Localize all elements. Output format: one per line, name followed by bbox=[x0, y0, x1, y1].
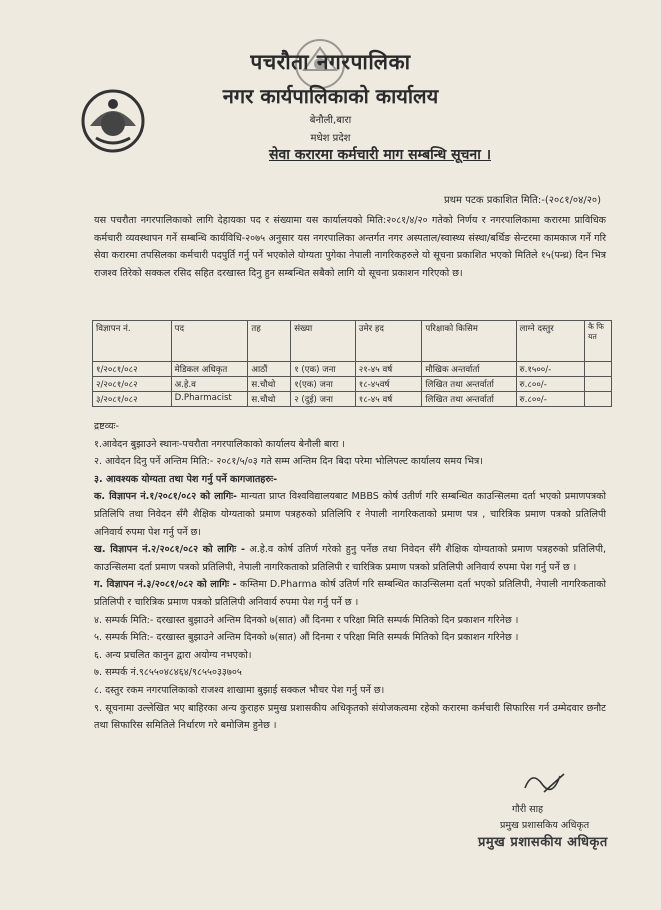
table-cell: स.चौथो bbox=[248, 377, 291, 392]
table-cell: ३/२०८१/०८२ bbox=[93, 392, 172, 407]
table-cell: २ (दुई) जना bbox=[291, 392, 356, 407]
note-subitem-label: ख. विज्ञापन नं.२/२०८१/०८२ को लागिः - bbox=[94, 544, 245, 556]
column-header: परिक्षाको किसिम bbox=[422, 321, 516, 362]
table-cell: १८-४५वर्ष bbox=[355, 377, 422, 392]
table-row bbox=[93, 377, 612, 392]
signatory-name: गौरी साह bbox=[512, 804, 544, 815]
column-header: पद bbox=[171, 321, 248, 362]
note-subitem-text: कम्तिमा D.Pharma कोर्ष उतिर्ण गरि सम्बन्धित काउन्सिलमा दर्ता भएको प्रतिलिपी, नेपाली नागरिकताको प्रतिलिपी र चारित्रिक प्रमाण पत्रको प्रतिलिपी अनिवार्य रुपमा पेश गर्नु पर्ने छ । bbox=[94, 579, 606, 608]
table-cell: मेडिकल अधिकृत bbox=[171, 362, 248, 377]
intro-paragraph: यस पचरौता नगरपालिकाको लागि देहायका पद र संख्यामा यस कार्यालयको मिति:२०८१/४/२० गतेको निर्णय र नगरपालिकामा करारमा प्राविधिक कर्मचारी व्यवस्थापन गर्ने सम्बन्धि कार्यविधि-२०७५ अनुसार यस नगरपालिका अन्तर्गत नगर अस्पताल/स्वास्थ्य संस्था/बर्थिङ सेन्टरमा कामकाज गर्ने गरि सेवा करारमा तपसिलका कर्मचारी पदपुर्ति गर्नु पर्ने भएकोले योग्यता पुगेका नेपाली नागरिकहरुले यो सूचना प्रकाशित भएको मितिले १५(पन्ध्र) दिन भित्र राजश्व तिरेको सक्कल रसिद सहित दरखास्त दिनु हुन सम्बन्धित सबैको लागि यो सूचना प्रकाशन गरिएको छ। bbox=[94, 215, 606, 279]
notice-title: सेवा करारमा कर्मचारी माग सम्बन्धि सूचना । bbox=[269, 147, 491, 163]
table-row bbox=[93, 362, 612, 377]
table-row bbox=[93, 392, 612, 407]
office-name: नगर कार्यपालिकाको कार्यालय bbox=[222, 84, 439, 108]
note-subitem-text: मान्यता प्राप्त विश्वविद्यालयबाट MBBS कोर्ष उतीर्ण गरि सम्बन्धित काउन्सिलमा दर्ता भएको प्रमाणपत्रको प्रतिलिपि तथा निवेदन सँगै शैक्षिक योग्यताको प्रमाण पत्रहरुको प्रतिलिपि र नेपाली नागरिकताको प्रमाण पत्र , चारित्रिक प्रमाण पत्रको प्रतिलिपी अनिवार्य रुपमा पेश गर्नु पर्ने छ। bbox=[94, 491, 606, 538]
table-cell: आठौं bbox=[248, 362, 291, 377]
table-cell: मौखिक अन्तर्वार्ता bbox=[422, 362, 516, 377]
note-item: ५. सम्पर्क मिति:- दरखास्त बुझाउने अन्तिम दिनको ७(सात) औं दिनमा र परिक्षा मिति सम्पर्क मितिको दिन प्रकाशन गरिनेछ । bbox=[94, 632, 519, 644]
table-cell: रु.८००/- bbox=[516, 392, 585, 407]
handwritten-signature-icon bbox=[520, 766, 570, 798]
note-item: ८. दस्तुर रकम नगरपालिकाको राजश्व शाखामा बुझाई सक्कल भौचर पेश गर्नु पर्ने छ। bbox=[94, 684, 385, 696]
note-item: ३. आवश्यक योग्यता तथा पेश गर्नु पर्ने कागजातहरुः- bbox=[94, 473, 278, 485]
notes-section bbox=[94, 418, 606, 735]
table-cell: अ.हे.व bbox=[171, 377, 248, 392]
notes-heading: द्रष्टव्यः- bbox=[94, 421, 119, 432]
table-cell bbox=[585, 362, 612, 377]
table-cell: रु.१५००/- bbox=[516, 362, 585, 377]
table-cell: १८-४५ वर्ष bbox=[355, 392, 422, 407]
note-subitem bbox=[94, 576, 606, 611]
column-header: लाग्ने दस्तुर bbox=[516, 321, 585, 362]
note-subitem bbox=[94, 488, 606, 541]
note-item: ४. सम्पर्क मिति:- दरखास्त बुझाउने अन्तिम दिनको ७(सात) औं दिनमा र परिक्षा मिति सम्पर्क मितिको दिन प्रकाशन गरिनेछ । bbox=[94, 614, 519, 626]
column-header: कै फि यत bbox=[585, 321, 612, 362]
table-cell: लिखित तथा अन्तर्वार्ता bbox=[422, 377, 516, 392]
table-cell: रु.८००/- bbox=[516, 377, 585, 392]
signatory-title: प्रमुख प्रशासकिय अधिकृत bbox=[500, 820, 590, 831]
table-cell: २/२०८१/०८२ bbox=[93, 377, 172, 392]
note-item: ६. अन्य प्रचलित कानुन द्वारा अयोग्य नभएको। bbox=[94, 649, 252, 661]
note-subitem-label: क. विज्ञापन नं.१/२०८१/०८२ को लागिः- bbox=[94, 491, 238, 503]
table-header-row bbox=[93, 321, 612, 362]
official-stamp: प्रमुख प्रशासकीय अधिकृत bbox=[478, 835, 608, 850]
note-item: २. आवेदन दिनु पर्ने अन्तिम मिति:- २०८१/५/०३ गते सम्म अन्तिम दिन बिदा परेमा भोलिपल्ट कार्यालय समय भित्र। bbox=[94, 456, 483, 468]
table-cell: १(एक) जना bbox=[291, 377, 356, 392]
table-cell: २१-४५ वर्ष bbox=[355, 362, 422, 377]
office-address: बेनौली,बारा bbox=[309, 115, 352, 126]
column-header: संख्या bbox=[291, 321, 356, 362]
table-cell bbox=[585, 377, 612, 392]
municipality-name: पचरौता नगरपालिका bbox=[250, 50, 411, 74]
column-header: उमेर हद bbox=[355, 321, 422, 362]
published-date: प्रथम पटक प्रकाशित मिति:-(२०८१/०४/२०) bbox=[443, 195, 601, 206]
note-subitem-label: ग. विज्ञापन नं.३/२०८१/०८२ को लागिः - bbox=[94, 579, 237, 591]
table-cell bbox=[585, 392, 612, 407]
note-item: १.आवेदन बुझाउने स्थानः-पचरौता नगरपालिकाको कार्यालय बेनौली बारा । bbox=[94, 438, 346, 450]
note-subitem-text: अ.हे.व कोर्ष उतिर्ण गरेको हुनु पर्नेछ तथा निवेदन सँगै शैक्षिक योग्यताको प्रमाण पत्रहरुको प्रतिलिपी, काउन्सिलमा दर्ता प्रमाण पत्रको प्रतिलिपी, नेपाली नागरिकताको प्रतिलिपी र चारित्रिक प्रमाण पत्रको प्रतिलिपी अनिवार्य रुपमा पेश गर्नु पर्ने छ । bbox=[94, 544, 606, 573]
column-header: विज्ञापन नं. bbox=[93, 321, 172, 362]
note-subitem bbox=[94, 541, 606, 576]
table-cell: D.Pharmacist bbox=[171, 392, 248, 407]
table-cell: लिखित तथा अन्तर्वार्ता bbox=[422, 392, 516, 407]
vacancy-table bbox=[92, 320, 612, 407]
column-header: तह bbox=[248, 321, 291, 362]
table-cell: १ (एक) जना bbox=[291, 362, 356, 377]
note-item: ७. सम्पर्क नं.९८५५०४८४६४/९८५५०३३७०५ bbox=[94, 667, 242, 679]
table-cell: १/२०८१/०८२ bbox=[93, 362, 172, 377]
province-name: मधेश प्रदेश bbox=[310, 133, 351, 144]
note-item: ९. सूचनामा उल्लेखित भए बाहिरका अन्य कुराहरु प्रमुख प्रशासकीय अधिकृतको संयोजकत्वमा रहेको करारमा कर्मचारी सिफारिस गर्न उम्मेदवार छनौट तथा सिफारिस समितिले निर्धारण गरे बमोजिम हुनेछ । bbox=[94, 702, 606, 732]
table-cell: स.चौथो bbox=[248, 392, 291, 407]
